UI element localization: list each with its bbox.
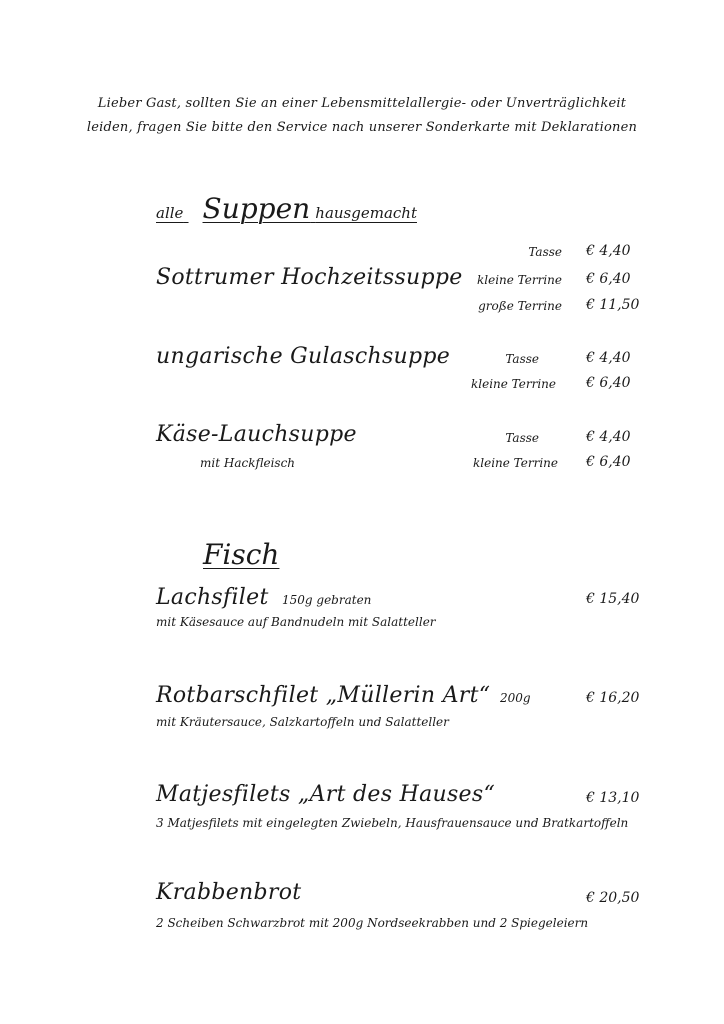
portion-size: Tasse (528, 245, 562, 259)
dish-weight: 200g (500, 691, 531, 705)
dish-name: ungarische Gulaschsuppe (156, 344, 451, 369)
portion-size: kleine Terrine (476, 273, 562, 287)
dish-description: mit Kräutersauce, Salzkartoffeln und Salatteller (156, 715, 449, 729)
soups-heading-main: Suppen (202, 192, 311, 225)
price: € 4,40 (586, 350, 631, 366)
dish-name: Rotbarschfilet „Müllerin Art“ (156, 683, 491, 708)
portion-size: Tasse (505, 352, 539, 366)
dish-name: Matjesfilets „Art des Hauses“ (156, 782, 496, 807)
price: € 11,50 (586, 297, 640, 313)
dish-name: Käse-Lauchsuppe (156, 422, 357, 447)
portion-size: Tasse (505, 431, 539, 445)
dish-subtitle: mit Hackfleisch (200, 456, 296, 470)
price: € 4,40 (586, 429, 631, 445)
price: € 15,40 (586, 591, 640, 607)
portion-size: kleine Terrine (472, 456, 558, 470)
dish-name: Sottrumer Hochzeitssuppe (156, 265, 463, 290)
dish-description: mit Käsesauce auf Bandnudeln mit Salatteller (156, 615, 436, 629)
price: € 13,10 (586, 790, 640, 806)
price: € 16,20 (586, 690, 640, 706)
allergy-note-line-2: leiden, fragen Sie bitte den Service nach unserer Sonderkarte mit Deklarationen (86, 120, 638, 135)
allergy-note-line-1: Lieber Gast, sollten Sie an einer Lebensmittelallergie- oder Unverträglichkeit (97, 96, 627, 111)
price: € 6,40 (586, 375, 631, 391)
price: € 20,50 (586, 890, 640, 906)
fish-heading: Fisch (203, 538, 280, 571)
portion-size: kleine Terrine (470, 377, 556, 391)
dish-description: 2 Scheiben Schwarzbrot mit 200g Nordseekrabben und 2 Spiegeleiern (156, 916, 589, 930)
soups-heading-pre: alle (156, 204, 184, 222)
dish-weight: 150g gebraten (282, 593, 372, 607)
soups-heading (156, 192, 417, 225)
price: € 6,40 (586, 454, 631, 470)
price: € 6,40 (586, 271, 631, 287)
dish-name: Krabbenbrot (156, 880, 302, 905)
dish-description: 3 Matjesfilets mit eingelegten Zwiebeln, Hausfrauensauce und Bratkartoffeln (156, 816, 629, 830)
dish-name: Lachsfilet (156, 585, 269, 610)
soups-heading-post: hausgemacht (315, 204, 417, 222)
portion-size: große Terrine (478, 299, 562, 313)
price: € 4,40 (586, 243, 631, 259)
